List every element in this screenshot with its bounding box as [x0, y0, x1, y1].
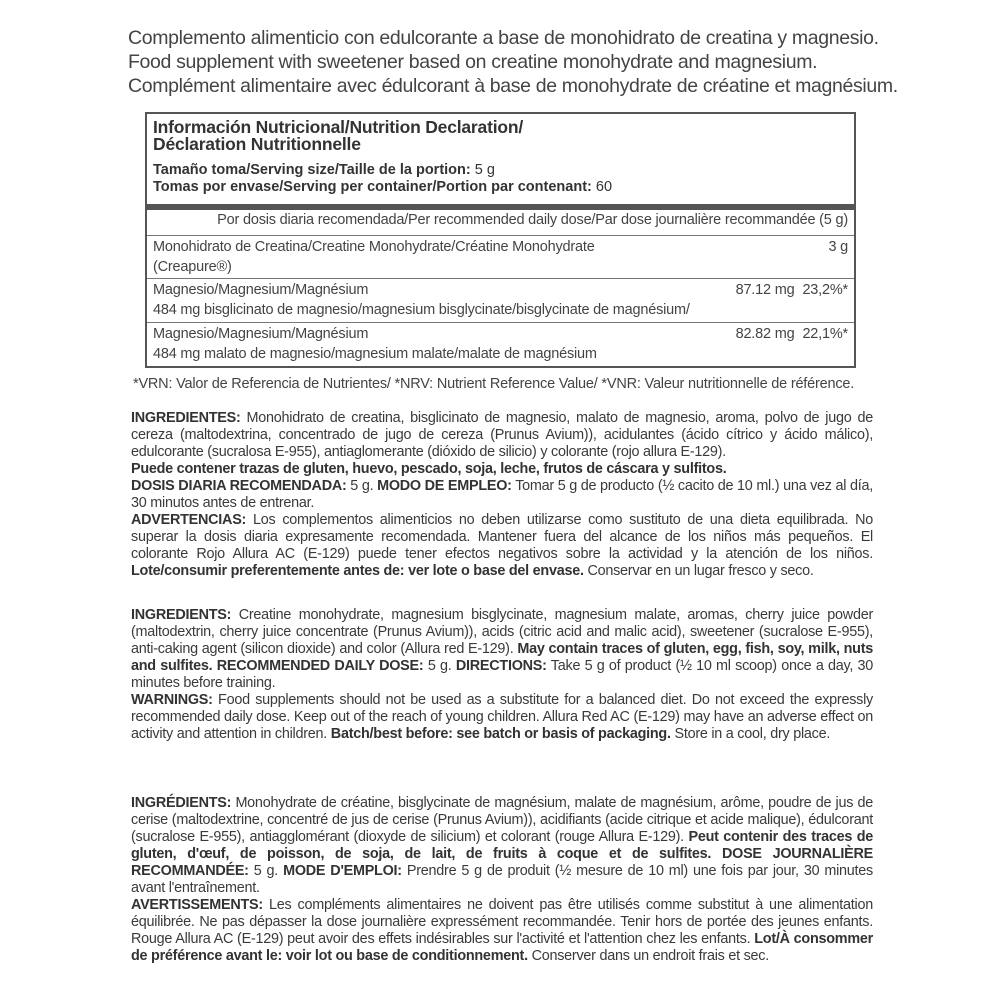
directions-text: Tomar 5 g de producto (½ cacito de 10 ml.) una vez al día, 30 minutos antes de entrenar. [131, 478, 873, 511]
ingredients-label: INGREDIENTES: [131, 410, 241, 426]
description-es: Complemento alimenticio con edulcorante a base de monohidrato de creatina y magnesio. [128, 27, 879, 49]
directions-text: Take 5 g of product (½ 10 ml scoop) once a day, 30 minutes before training. [131, 658, 874, 691]
allergens-es [131, 461, 873, 478]
nutrient-detail: 484 mg bisglicinato de magnesio/magnesium bisglycinate/bisglycinate de magnésium/ [153, 302, 690, 318]
nutrient-row-magnesium-bisglycinate [153, 280, 690, 320]
nutrient-name: Monohidrato de Creatina/Creatine Monohydrate/Créatine Monohydrate [153, 239, 595, 255]
warnings-text: Food supplements should not be used as a substitute for a balanced diet. Do not exceed the expressly recommended daily dose. Keep out of the reach of young children. Allura Red AC (E-129) may have an adverse effect on activity and attention in children. [131, 692, 873, 742]
servings-per-container-value: 60 [591, 179, 613, 195]
description-fr: Complément alimentaire avec édulcorant à base de monohydrate de créatine et magnésium. [128, 75, 898, 97]
label-text-en [131, 607, 873, 743]
servings-per-container-label: Tomas por envase/Serving per container/Portion par contenant: [153, 179, 592, 195]
nutrient-vrn: 23,2%* [802, 282, 848, 298]
allergens-text: Puede contener trazas de gluten, huevo, pescado, soja, leche, frutos de cáscara y sulfitos. [131, 461, 727, 477]
daily-dose-text: 5 g. [248, 863, 284, 879]
warnings-text: Les compléments alimentaires ne doivent pas être utilisés comme substitut à une alimentation équilibrée. Ne pas dépasser la dose journalière expressément recommandée. Tenir hors de portée des jeunes enfants. Rouge Allura AC (E-129) peut avoir des effets indésirables sur l'activité et l'attention chez les enfants. [131, 897, 873, 947]
nutrient-detail: 484 mg malato de magnesio/magnesium malate/malate de magnésium [153, 346, 597, 362]
ingredients-text: Monohidrato de creatina, bisglicinato de magnesio, malato de magnesio, aroma, polvo de jugo de cereza (maltodextrina, concentrado de jugo de cereza (Prunus Avium)), acidulantes (ácido cítrico y ácido málico), edulcorante (sucralosa E-955), antiaglomerante (dióxido de silicio) y colorante (rojo allura E-129). [131, 410, 873, 460]
batch-label: Lot/À consommer de préférence avant le: voir lot ou base de conditionnement. [131, 931, 873, 964]
label-text-es [131, 410, 873, 580]
ingredients-label: INGRÉDIENTS: [131, 795, 232, 811]
divider [147, 322, 854, 323]
nutrient-row-creatine [153, 237, 595, 277]
nutrient-amount: 3 g [828, 239, 848, 255]
dose-header: Por dosis diaria recomendada/Per recommended daily dose/Par dose journalière recommandée (5 g) [217, 212, 848, 228]
warnings-en [131, 692, 873, 743]
storage-text: Conserver dans un endroit frais et sec. [527, 948, 769, 964]
directions-label: DIRECTIONS: [455, 658, 547, 674]
serving-size-value: 5 g [470, 162, 495, 178]
dosage-es [131, 478, 873, 512]
nutrient-detail: (Creapure®) [153, 259, 232, 275]
nutrition-title-line1: Información Nutricional/Nutrition Declaration/ [153, 117, 523, 137]
nutrition-title [153, 119, 523, 153]
serving-size-label: Tamaño toma/Serving size/Taille de la portion: [153, 162, 471, 178]
vrn-footnote: *VRN: Valor de Referencia de Nutrientes/ *NRV: Nutrient Reference Value/ *VNR: Valeur nutritionnelle de référence. [133, 376, 855, 392]
daily-dose-text: 5 g. [423, 658, 456, 674]
daily-dose-label: DOSIS DIARIA RECOMENDADA: [131, 478, 347, 494]
ingredients-fr [131, 795, 873, 897]
ingredients-es [131, 410, 873, 461]
daily-dose-text: 5 g. [346, 478, 378, 494]
ingredients-label: INGREDIENTS: [131, 607, 232, 623]
nutrient-row-magnesium-malate [153, 324, 597, 364]
nutrient-value-creatine [828, 237, 848, 257]
batch-label: Batch/best before: see batch or basis of packaging. [330, 726, 671, 742]
directions-text: Prendre 5 g de produit (½ mesure de 10 ml) une fois par jour, 30 minutes avant l'entraînement. [131, 863, 874, 896]
divider [147, 235, 854, 236]
warnings-label: WARNINGS: [131, 692, 213, 708]
nutrient-name: Magnesio/Magnesium/Magnésium [153, 326, 369, 342]
nutrition-title-line2: Déclaration Nutritionnelle [153, 134, 361, 154]
nutrition-panel [145, 112, 856, 368]
nutrient-value-magnesium-bisglycinate [736, 280, 848, 300]
divider [147, 278, 854, 279]
product-description [128, 26, 988, 98]
description-en: Food supplement with sweetener based on creatine monohydrate and magnesium. [128, 51, 818, 73]
daily-dose-label: DOSE JOURNALIÈRE RECOMMANDÉE: [131, 846, 873, 879]
warnings-es [131, 512, 873, 580]
nutrient-amount: 87.12 mg [735, 282, 795, 298]
daily-dose-label: RECOMMENDED DAILY DOSE: [212, 658, 424, 674]
directions-label: MODE D'EMPLOI: [283, 863, 402, 879]
allergens-text: May contain traces of gluten, egg, fish, soy, milk, nuts and sulfites. [131, 641, 873, 674]
batch-label: Lote/consumir preferentemente antes de: ver lote o base del envase. [131, 563, 584, 579]
label-text-fr [131, 795, 873, 965]
warnings-text: Los complementos alimenticios no deben utilizarse como sustituto de una dieta equilibrada. No superar la dosis diaria expresamente recomendada. Mantener fuera del alcance de los niños más pequeños. El colorante Rojo Allura AC (E-129) puede tener efectos negativos sobre la actividad y la atención de los niños. [131, 512, 873, 562]
warnings-label: ADVERTENCIAS: [131, 512, 247, 528]
thick-divider [147, 204, 854, 210]
serving-info [153, 162, 612, 196]
ingredients-text: Creatine monohydrate, magnesium bisglycinate, magnesium malate, aromas, cherry juice powder (maltodextrin, cherry juice concentrate (Prunus Avium)), acids (citric acid and malic acid), sweetener (sucralose E-955), anti-caking agent (silicon dioxide) and color (Allura red E-129). [131, 607, 873, 657]
ingredients-en [131, 607, 873, 692]
storage-text: Store in a cool, dry place. [670, 726, 831, 742]
warnings-label: AVERTISSEMENTS: [131, 897, 263, 913]
nutrient-amount: 82.82 mg [735, 326, 795, 342]
nutrient-vrn: 22,1%* [802, 326, 848, 342]
allergens-text: Peut contenir des traces de gluten, d'œuf, de poisson, de soja, de lait, de fruits à coque et de sulfites. [131, 829, 873, 862]
ingredients-text: Monohydrate de créatine, bisglycinate de magnésium, malate de magnésium, arôme, poudre de jus de cerise (maltodextrine, concentré de jus de cerise (Prunus Avium)), acidifiants (acide citrique et acide malique), édulcorant (sucralose E-955), antiagglomérant (dioxyde de silicium) et colorant (rouge Allura E-129). [131, 795, 873, 845]
directions-label: MODO DE EMPLEO: [377, 478, 512, 494]
storage-text: Conservar en un lugar fresco y seco. [583, 563, 814, 579]
nutrient-value-magnesium-malate [736, 324, 848, 344]
warnings-fr [131, 897, 873, 965]
nutrient-name: Magnesio/Magnesium/Magnésium [153, 282, 369, 298]
